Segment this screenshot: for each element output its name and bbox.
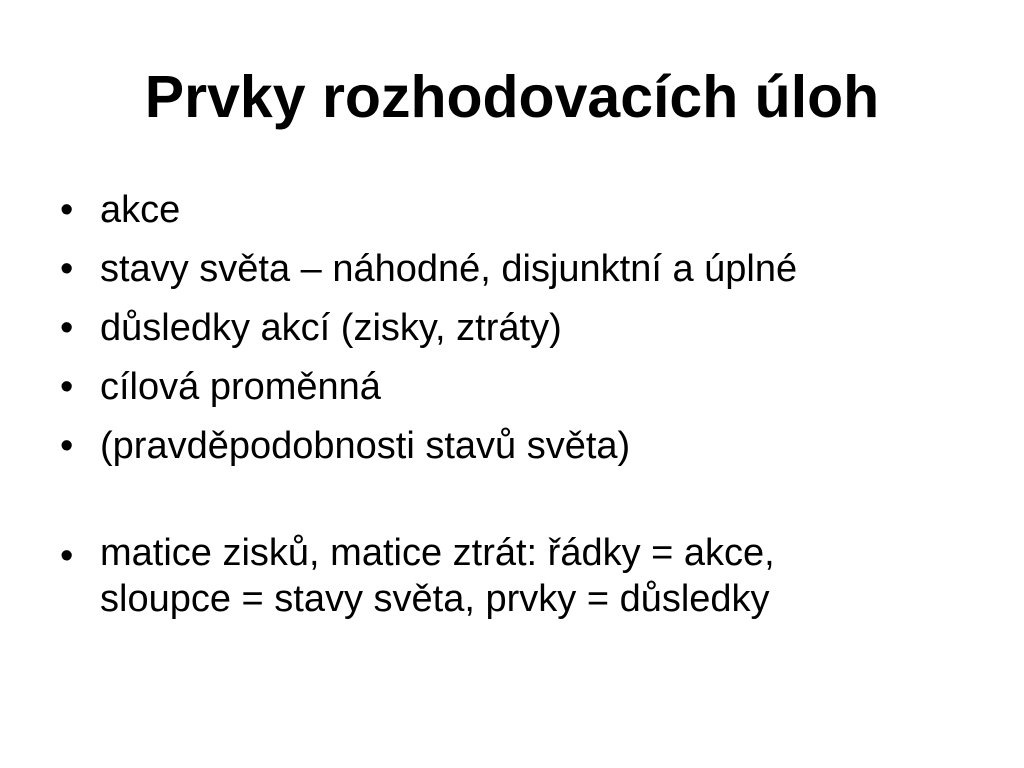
- bullet-item: [60, 420, 1000, 472]
- slide-title: Prvky rozhodovacích úloh: [144, 64, 880, 130]
- bullet-text: stavy světa – náhodné, disjunktní a úplné: [100, 248, 798, 290]
- bullet-text-line-2: sloupce = stavy světa, prvky = důsledky: [100, 578, 770, 620]
- bullet-dot-icon: •: [60, 307, 74, 349]
- bullet-item: [60, 243, 1000, 295]
- bullet-text: (pravděpodobnosti stavů světa): [100, 425, 631, 467]
- bullet-list: [60, 184, 1000, 629]
- bullet-dot-icon: •: [60, 248, 74, 290]
- bullet-item-matrices: [60, 530, 1000, 622]
- bullet-item: [60, 302, 1000, 354]
- bullet-item: [60, 184, 1000, 236]
- bullet-text: důsledky akcí (zisky, ztráty): [100, 307, 562, 349]
- bullet-text-line-1: matice zisků, matice ztrát: řádky = akce,: [100, 532, 775, 574]
- bullet-dot-icon: •: [60, 189, 74, 231]
- bullet-dot-icon: •: [60, 425, 74, 467]
- bullet-text: cílová proměnná: [100, 366, 381, 408]
- bullet-text: akce: [100, 189, 181, 231]
- bullet-dot-icon: •: [60, 535, 74, 577]
- bullet-dot-icon: •: [60, 366, 74, 408]
- bullet-item: [60, 361, 1000, 413]
